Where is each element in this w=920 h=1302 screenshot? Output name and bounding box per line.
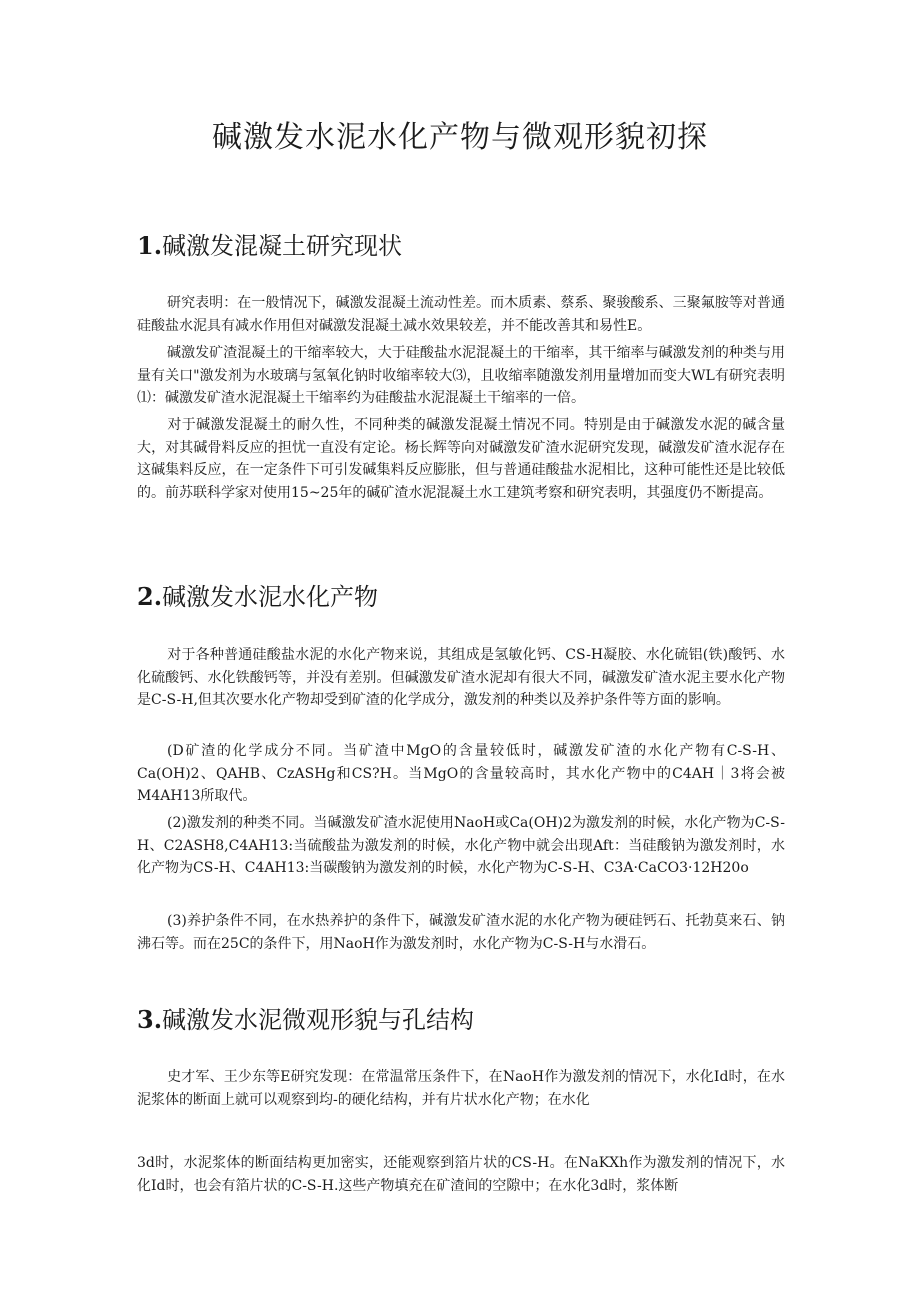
- section-1-paragraph-2-text: 碱激发矿渣混凝土的干缩率较大，大于硅酸盐水泥混凝土的干缩率，其干缩率与碱激发剂的种类与用量有关口"激发剂为水玻璃与氢氧化钠时收缩率较大⑶，且收缩率随激发剂用量增加而变大WL有研究表明⑴：碱激发矿渣水泥混凝土干缩率约为硅酸盐水泥混凝土干缩率的一倍。: [137, 345, 785, 406]
- section-3-number: 3.: [137, 1005, 163, 1034]
- document-title: 碱激发水泥水化产物与微观形貌初探: [212, 120, 708, 155]
- section-1-paragraph-1: [137, 292, 785, 337]
- section-3-heading: [137, 1000, 474, 1035]
- section-3-paragraph-2-text: 3d时，水泥浆体的断面结构更加密实，还能观察到箔片状的CS-H。在NaKXh作为激发剂的情况下，水化Id时，也会有箔片状的C-S-H.这些产物填充在矿渣间的空隙中；在水化3d时，浆体断: [137, 1155, 785, 1194]
- section-2-paragraph-4: [137, 910, 785, 955]
- section-2-paragraph-2-text: (D矿渣的化学成分不同。当矿渣中MgO的含量较低时，碱激发矿渣的水化产物有C-S-H、Ca(OH)2、QAHB、CzASHg和CS?H。当MgO的含量较高时，其水化产物中的C4AH｜3将会被M4AH13所取代。: [137, 743, 785, 804]
- section-2-heading: [137, 577, 378, 612]
- section-2-paragraph-1-text: 对于各种普通硅酸盐水泥的水化产物来说，其组成是氢敏化钙、CS-H凝胶、水化硫铝(铁)酸钙、水化硫酸钙、水化铁酸钙等，并没有差别。但碱激发矿渣水泥却有很大不同，碱激发矿渣水泥主要水化产物是C-S-H,但其次要水化产物却受到矿渣的化学成分，激发剂的种类以及养护条件等方面的影响。: [137, 647, 785, 708]
- section-1-title: 碱激发混凝土研究现状: [162, 232, 403, 260]
- section-1-paragraph-1-text: 研究表明：在一般情况下，碱激发混凝土流动性差。而木质素、蔡系、聚骏酸系、三聚氟胺等对普通硅酸盐水泥具有减水作用但对碱激发混凝土减水效果较差，并不能改善其和易性E。: [137, 295, 785, 334]
- section-3-title: 碱激发水泥微观形貌与孔结构: [162, 1006, 475, 1034]
- section-2-paragraph-4-text: (3)养护条件不同，在水热养护的条件下，碱激发矿渣水泥的水化产物为硬硅钙石、托勃莫来石、钠沸石等。而在25C的条件下，用NaoH作为激发剂时，水化产物为C-S-H与水滑石。: [137, 913, 785, 952]
- section-2-paragraph-3: [137, 812, 785, 880]
- section-1-number: 1.: [137, 231, 163, 260]
- section-1-heading: [137, 226, 402, 261]
- section-2-paragraph-3-text: (2)激发剂的种类不同。当碱激发矿渣水泥使用NaoH或Ca(OH)2为激发剂的时候，水化产物为C-S-H、C2ASH8,C4AH13:当硫酸盐为激发剂的时候，水化产物中就会出现Aft：当硅酸钠为激发剂时，水化产物为CS-H、C4AH13:当碳酸钠为激发剂的时候，水化产物为C-S-H、C3A·CaCO3·12H20o: [137, 815, 785, 876]
- section-1-paragraph-2: [137, 342, 785, 410]
- section-2-paragraph-1: [137, 644, 785, 712]
- section-3-paragraph-2: [137, 1152, 785, 1197]
- section-2-number: 2.: [137, 582, 163, 611]
- section-2-paragraph-2: [137, 740, 785, 808]
- section-3-paragraph-1: [137, 1066, 785, 1111]
- section-1-paragraph-3: [137, 414, 785, 504]
- section-3-paragraph-1-text: 史才军、王少东等E研究发现：在常温常压条件下，在NaoH作为激发剂的情况下，水化Id时，在水泥浆体的断面上就可以观察到均-的硬化结构，并有片状水化产物；在水化: [137, 1069, 785, 1108]
- section-2-title: 碱激发水泥水化产物: [162, 583, 379, 611]
- section-1-paragraph-3-text: 对于碱激发混凝土的耐久性，不同种类的碱激发混凝土情况不同。特别是由于碱激发水泥的碱含量大，对其碱骨料反应的担忧一直没有定论。杨长辉等向对碱激发矿渣水泥研究发现，碱激发矿渣水泥存在这碱集料反应，在一定条件下可引发碱集料反应膨胀，但与普通硅酸盐水泥相比，这种可能性还是比较低的。前苏联科学家对使用15~25年的碱矿渣水泥混凝土水工建筑考察和研究表明，其强度仍不断提高。: [137, 417, 785, 501]
